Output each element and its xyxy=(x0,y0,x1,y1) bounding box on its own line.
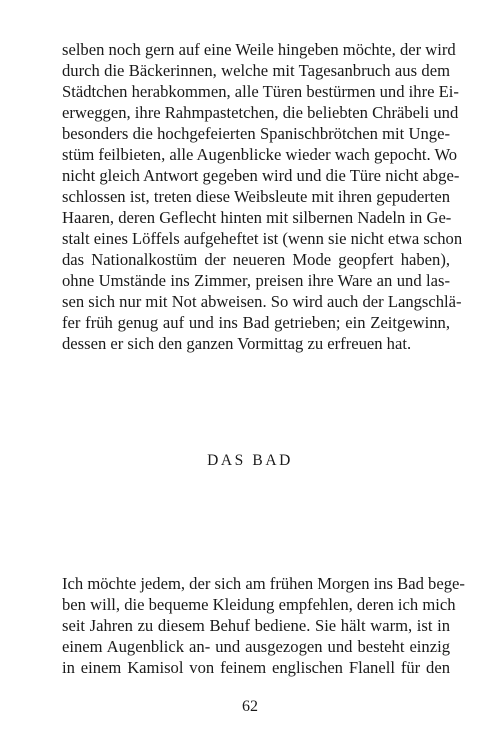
text-line: seit Jahren zu diesem Behuf bediene. Sie hält warm, ist in xyxy=(62,616,450,635)
text-line: dessen er sich den ganzen Vormittag zu erfreuen hat. xyxy=(62,334,412,353)
text-line: stüm feilbieten, alle Augenblicke wieder wach gepocht. Wo xyxy=(62,145,458,164)
text-line: einem Augenblick an- und ausgezogen und besteht einzig xyxy=(62,637,450,656)
text-line: stalt eines Löffels aufgeheftet ist (wenn sie nicht etwa schon xyxy=(62,229,463,248)
text-line: selben noch gern auf eine Weile hingeben möchte, der wird xyxy=(62,40,456,59)
text-line: Ich möchte jedem, der sich am frühen Morgen ins Bad bege- xyxy=(62,574,465,593)
text-line: sen sich nur mit Not abweisen. So wird auch der Langschlä- xyxy=(62,292,462,311)
text-line: fer früh genug auf und ins Bad getrieben; ein Zeitgewinn, xyxy=(62,313,450,332)
text-line: nicht gleich Antwort gegeben wird und die Türe nicht abge- xyxy=(62,166,460,185)
text-line: besonders die hochgefeierten Spanischbrötchen mit Unge- xyxy=(62,124,450,143)
text-line: ben will, die bequeme Kleidung empfehlen, deren ich mich xyxy=(62,595,456,614)
text-line: ohne Umstände ins Zimmer, preisen ihre Ware an und las- xyxy=(62,271,450,290)
text-line: in einem Kamisol von feinem englischen Flanell für den xyxy=(62,658,450,677)
text-line: Haaren, deren Geflecht hinten mit silbernen Nadeln in Ge- xyxy=(62,208,452,227)
page-number: 62 xyxy=(242,698,258,715)
text-line: das Nationalkostüm der neueren Mode geopfert haben), xyxy=(62,250,450,269)
section-heading: DAS BAD xyxy=(207,452,293,469)
text-line: durch die Bäckerinnen, welche mit Tagesanbruch aus dem xyxy=(62,61,450,80)
text-line: Städtchen herabkommen, alle Türen bestürmen und ihre Ei- xyxy=(62,82,459,101)
text-line: erweggen, ihre Rahmpastetchen, die beliebten Chräbeli und xyxy=(62,103,459,122)
text-line: schlossen ist, treten diese Weibsleute mit ihren gepuderten xyxy=(62,187,450,206)
